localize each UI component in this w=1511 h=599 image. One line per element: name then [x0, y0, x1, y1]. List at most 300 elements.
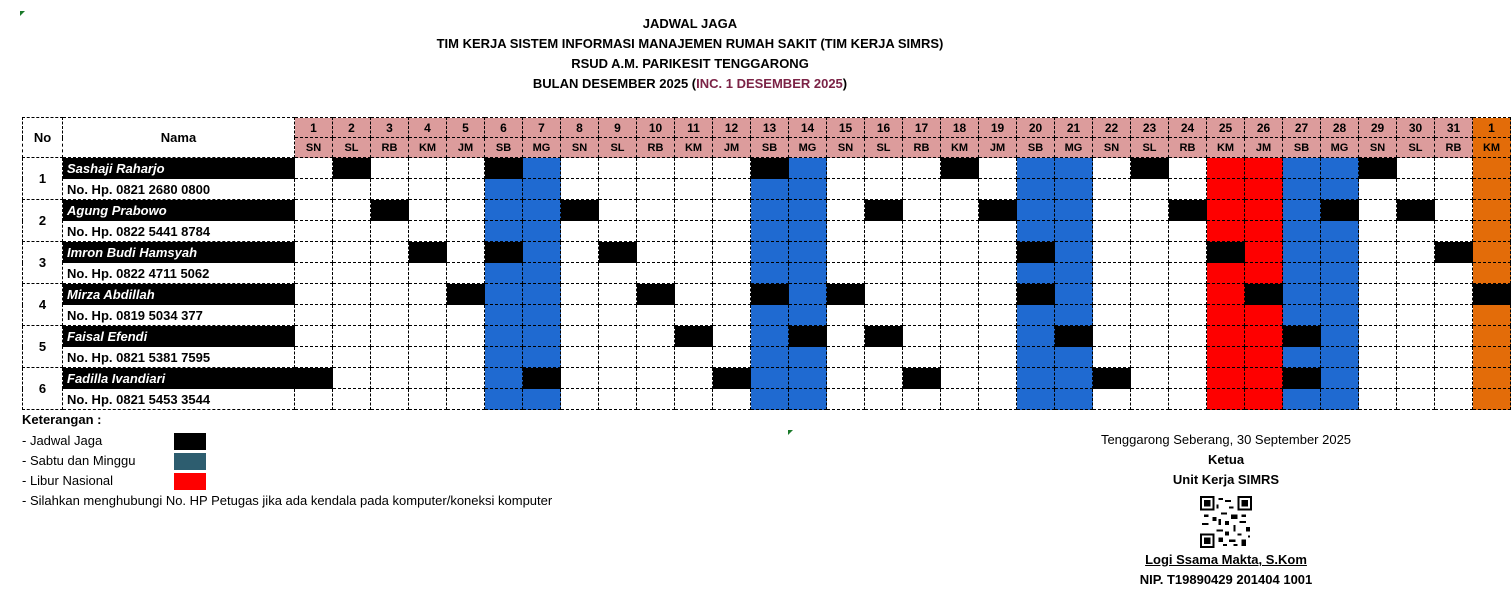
schedule-cell[interactable]	[333, 305, 371, 326]
schedule-cell[interactable]	[1245, 305, 1283, 326]
schedule-cell[interactable]	[865, 158, 903, 179]
schedule-cell[interactable]	[941, 305, 979, 326]
schedule-cell[interactable]	[941, 221, 979, 242]
schedule-cell[interactable]	[1055, 179, 1093, 200]
schedule-cell[interactable]	[523, 368, 561, 389]
schedule-cell[interactable]	[941, 263, 979, 284]
schedule-cell[interactable]	[675, 305, 713, 326]
schedule-cell[interactable]	[1093, 347, 1131, 368]
schedule-cell[interactable]	[1473, 221, 1511, 242]
schedule-cell[interactable]	[713, 389, 751, 410]
schedule-cell[interactable]	[713, 347, 751, 368]
schedule-cell[interactable]	[1321, 368, 1359, 389]
schedule-cell[interactable]	[599, 179, 637, 200]
schedule-cell[interactable]	[675, 179, 713, 200]
schedule-cell[interactable]	[1169, 284, 1207, 305]
schedule-cell[interactable]	[523, 242, 561, 263]
schedule-cell[interactable]	[561, 158, 599, 179]
schedule-cell[interactable]	[371, 242, 409, 263]
schedule-cell[interactable]	[1473, 158, 1511, 179]
schedule-cell[interactable]	[1169, 158, 1207, 179]
schedule-cell[interactable]	[1397, 305, 1435, 326]
schedule-cell[interactable]	[1359, 305, 1397, 326]
schedule-cell[interactable]	[1169, 368, 1207, 389]
schedule-cell[interactable]	[1245, 326, 1283, 347]
schedule-cell[interactable]	[979, 158, 1017, 179]
schedule-cell[interactable]	[827, 200, 865, 221]
schedule-cell[interactable]	[751, 389, 789, 410]
schedule-cell[interactable]	[827, 326, 865, 347]
schedule-cell[interactable]	[1055, 389, 1093, 410]
schedule-cell[interactable]	[789, 221, 827, 242]
schedule-cell[interactable]	[1207, 242, 1245, 263]
schedule-cell[interactable]	[1207, 347, 1245, 368]
schedule-cell[interactable]	[447, 242, 485, 263]
schedule-cell[interactable]	[485, 158, 523, 179]
schedule-cell[interactable]	[751, 221, 789, 242]
schedule-cell[interactable]	[1055, 263, 1093, 284]
schedule-cell[interactable]	[1397, 179, 1435, 200]
schedule-cell[interactable]	[751, 326, 789, 347]
schedule-cell[interactable]	[561, 242, 599, 263]
schedule-cell[interactable]	[333, 389, 371, 410]
schedule-cell[interactable]	[789, 284, 827, 305]
schedule-cell[interactable]	[675, 221, 713, 242]
schedule-cell[interactable]	[295, 326, 333, 347]
schedule-cell[interactable]	[1017, 179, 1055, 200]
schedule-cell[interactable]	[1017, 200, 1055, 221]
schedule-cell[interactable]	[1435, 158, 1473, 179]
schedule-cell[interactable]	[371, 305, 409, 326]
schedule-cell[interactable]	[1359, 368, 1397, 389]
schedule-cell[interactable]	[599, 389, 637, 410]
schedule-cell[interactable]	[1055, 368, 1093, 389]
schedule-cell[interactable]	[941, 347, 979, 368]
schedule-cell[interactable]	[447, 263, 485, 284]
schedule-cell[interactable]	[409, 221, 447, 242]
schedule-cell[interactable]	[1131, 326, 1169, 347]
schedule-cell[interactable]	[1321, 326, 1359, 347]
schedule-cell[interactable]	[1169, 242, 1207, 263]
schedule-cell[interactable]	[599, 326, 637, 347]
schedule-cell[interactable]	[1435, 200, 1473, 221]
schedule-cell[interactable]	[1321, 263, 1359, 284]
schedule-cell[interactable]	[333, 326, 371, 347]
schedule-cell[interactable]	[1131, 284, 1169, 305]
schedule-cell[interactable]	[485, 263, 523, 284]
schedule-cell[interactable]	[1207, 305, 1245, 326]
schedule-cell[interactable]	[599, 305, 637, 326]
schedule-cell[interactable]	[1245, 242, 1283, 263]
schedule-cell[interactable]	[1017, 263, 1055, 284]
schedule-cell[interactable]	[1207, 326, 1245, 347]
schedule-cell[interactable]	[1359, 389, 1397, 410]
schedule-cell[interactable]	[561, 221, 599, 242]
schedule-cell[interactable]	[1017, 326, 1055, 347]
schedule-cell[interactable]	[1093, 389, 1131, 410]
schedule-cell[interactable]	[1321, 389, 1359, 410]
schedule-cell[interactable]	[903, 263, 941, 284]
schedule-cell[interactable]	[1093, 242, 1131, 263]
schedule-cell[interactable]	[1359, 158, 1397, 179]
schedule-cell[interactable]	[1207, 200, 1245, 221]
schedule-cell[interactable]	[599, 263, 637, 284]
schedule-cell[interactable]	[1473, 368, 1511, 389]
schedule-cell[interactable]	[333, 347, 371, 368]
schedule-cell[interactable]	[1283, 242, 1321, 263]
schedule-cell[interactable]	[1283, 284, 1321, 305]
schedule-cell[interactable]	[941, 326, 979, 347]
schedule-cell[interactable]	[409, 200, 447, 221]
schedule-cell[interactable]	[599, 368, 637, 389]
schedule-cell[interactable]	[1169, 200, 1207, 221]
schedule-cell[interactable]	[1207, 284, 1245, 305]
schedule-cell[interactable]	[1283, 200, 1321, 221]
schedule-cell[interactable]	[979, 242, 1017, 263]
schedule-cell[interactable]	[447, 221, 485, 242]
schedule-cell[interactable]	[295, 158, 333, 179]
schedule-cell[interactable]	[1017, 368, 1055, 389]
schedule-cell[interactable]	[713, 284, 751, 305]
schedule-cell[interactable]	[827, 368, 865, 389]
schedule-cell[interactable]	[903, 200, 941, 221]
schedule-cell[interactable]	[1435, 347, 1473, 368]
schedule-cell[interactable]	[1473, 347, 1511, 368]
schedule-cell[interactable]	[1093, 326, 1131, 347]
schedule-cell[interactable]	[447, 200, 485, 221]
schedule-cell[interactable]	[485, 305, 523, 326]
schedule-cell[interactable]	[1321, 284, 1359, 305]
schedule-cell[interactable]	[447, 326, 485, 347]
schedule-cell[interactable]	[1473, 326, 1511, 347]
schedule-cell[interactable]	[941, 158, 979, 179]
schedule-cell[interactable]	[865, 368, 903, 389]
schedule-cell[interactable]	[561, 179, 599, 200]
schedule-cell[interactable]	[599, 347, 637, 368]
schedule-cell[interactable]	[1397, 158, 1435, 179]
schedule-cell[interactable]	[1435, 179, 1473, 200]
schedule-cell[interactable]	[903, 305, 941, 326]
schedule-cell[interactable]	[979, 326, 1017, 347]
schedule-cell[interactable]	[447, 158, 485, 179]
schedule-cell[interactable]	[409, 305, 447, 326]
schedule-cell[interactable]	[713, 221, 751, 242]
schedule-cell[interactable]	[1397, 347, 1435, 368]
schedule-cell[interactable]	[1435, 284, 1473, 305]
schedule-cell[interactable]	[1093, 305, 1131, 326]
schedule-cell[interactable]	[1435, 263, 1473, 284]
schedule-cell[interactable]	[1359, 263, 1397, 284]
schedule-cell[interactable]	[371, 284, 409, 305]
schedule-cell[interactable]	[1207, 368, 1245, 389]
schedule-cell[interactable]	[979, 368, 1017, 389]
schedule-cell[interactable]	[1283, 347, 1321, 368]
schedule-cell[interactable]	[447, 347, 485, 368]
schedule-cell[interactable]	[1283, 263, 1321, 284]
schedule-cell[interactable]	[371, 347, 409, 368]
schedule-cell[interactable]	[941, 200, 979, 221]
schedule-cell[interactable]	[637, 389, 675, 410]
schedule-cell[interactable]	[789, 200, 827, 221]
schedule-cell[interactable]	[827, 347, 865, 368]
schedule-cell[interactable]	[485, 200, 523, 221]
schedule-cell[interactable]	[1093, 200, 1131, 221]
schedule-cell[interactable]	[713, 179, 751, 200]
schedule-cell[interactable]	[637, 158, 675, 179]
schedule-cell[interactable]	[751, 263, 789, 284]
schedule-cell[interactable]	[1131, 347, 1169, 368]
schedule-cell[interactable]	[409, 347, 447, 368]
schedule-cell[interactable]	[1055, 326, 1093, 347]
schedule-cell[interactable]	[1207, 263, 1245, 284]
schedule-cell[interactable]	[1131, 368, 1169, 389]
schedule-cell[interactable]	[333, 221, 371, 242]
schedule-cell[interactable]	[675, 347, 713, 368]
schedule-cell[interactable]	[523, 179, 561, 200]
schedule-cell[interactable]	[1207, 158, 1245, 179]
schedule-cell[interactable]	[599, 242, 637, 263]
schedule-cell[interactable]	[865, 200, 903, 221]
schedule-cell[interactable]	[1397, 326, 1435, 347]
schedule-cell[interactable]	[485, 368, 523, 389]
schedule-cell[interactable]	[1207, 389, 1245, 410]
schedule-cell[interactable]	[827, 284, 865, 305]
schedule-cell[interactable]	[1283, 305, 1321, 326]
schedule-cell[interactable]	[1321, 200, 1359, 221]
schedule-cell[interactable]	[1283, 179, 1321, 200]
schedule-cell[interactable]	[675, 368, 713, 389]
schedule-cell[interactable]	[865, 263, 903, 284]
schedule-cell[interactable]	[1397, 200, 1435, 221]
schedule-cell[interactable]	[561, 284, 599, 305]
schedule-cell[interactable]	[333, 158, 371, 179]
schedule-cell[interactable]	[637, 179, 675, 200]
schedule-cell[interactable]	[941, 179, 979, 200]
schedule-cell[interactable]	[1093, 221, 1131, 242]
schedule-cell[interactable]	[295, 263, 333, 284]
schedule-cell[interactable]	[523, 347, 561, 368]
schedule-cell[interactable]	[523, 200, 561, 221]
schedule-cell[interactable]	[1169, 347, 1207, 368]
schedule-cell[interactable]	[637, 368, 675, 389]
schedule-cell[interactable]	[1321, 179, 1359, 200]
schedule-cell[interactable]	[447, 368, 485, 389]
schedule-cell[interactable]	[1473, 389, 1511, 410]
schedule-cell[interactable]	[751, 368, 789, 389]
schedule-cell[interactable]	[1321, 221, 1359, 242]
schedule-cell[interactable]	[637, 284, 675, 305]
schedule-cell[interactable]	[333, 200, 371, 221]
schedule-cell[interactable]	[295, 200, 333, 221]
schedule-cell[interactable]	[523, 305, 561, 326]
schedule-cell[interactable]	[561, 389, 599, 410]
schedule-cell[interactable]	[409, 263, 447, 284]
schedule-cell[interactable]	[1055, 221, 1093, 242]
schedule-cell[interactable]	[599, 200, 637, 221]
schedule-cell[interactable]	[1131, 242, 1169, 263]
schedule-cell[interactable]	[751, 305, 789, 326]
schedule-cell[interactable]	[561, 200, 599, 221]
schedule-cell[interactable]	[1207, 221, 1245, 242]
schedule-cell[interactable]	[599, 284, 637, 305]
schedule-cell[interactable]	[637, 263, 675, 284]
schedule-cell[interactable]	[903, 242, 941, 263]
schedule-cell[interactable]	[1359, 284, 1397, 305]
schedule-cell[interactable]	[865, 347, 903, 368]
schedule-cell[interactable]	[1321, 242, 1359, 263]
schedule-cell[interactable]	[865, 389, 903, 410]
schedule-cell[interactable]	[1245, 200, 1283, 221]
schedule-cell[interactable]	[371, 368, 409, 389]
schedule-cell[interactable]	[295, 347, 333, 368]
schedule-cell[interactable]	[333, 179, 371, 200]
schedule-cell[interactable]	[979, 263, 1017, 284]
schedule-cell[interactable]	[1169, 179, 1207, 200]
schedule-cell[interactable]	[371, 389, 409, 410]
schedule-cell[interactable]	[1131, 263, 1169, 284]
schedule-cell[interactable]	[675, 284, 713, 305]
schedule-cell[interactable]	[675, 263, 713, 284]
schedule-cell[interactable]	[675, 326, 713, 347]
schedule-cell[interactable]	[1283, 326, 1321, 347]
schedule-cell[interactable]	[1435, 221, 1473, 242]
schedule-cell[interactable]	[1473, 179, 1511, 200]
schedule-cell[interactable]	[789, 158, 827, 179]
schedule-cell[interactable]	[713, 326, 751, 347]
schedule-cell[interactable]	[295, 305, 333, 326]
schedule-cell[interactable]	[903, 389, 941, 410]
schedule-cell[interactable]	[713, 242, 751, 263]
schedule-cell[interactable]	[827, 263, 865, 284]
schedule-cell[interactable]	[865, 221, 903, 242]
schedule-cell[interactable]	[1093, 368, 1131, 389]
schedule-cell[interactable]	[827, 389, 865, 410]
schedule-cell[interactable]	[827, 305, 865, 326]
schedule-cell[interactable]	[713, 368, 751, 389]
schedule-cell[interactable]	[1283, 368, 1321, 389]
schedule-cell[interactable]	[751, 242, 789, 263]
schedule-cell[interactable]	[447, 179, 485, 200]
schedule-cell[interactable]	[1435, 326, 1473, 347]
schedule-cell[interactable]	[1359, 347, 1397, 368]
schedule-cell[interactable]	[979, 389, 1017, 410]
schedule-cell[interactable]	[1131, 389, 1169, 410]
schedule-cell[interactable]	[485, 347, 523, 368]
schedule-cell[interactable]	[903, 158, 941, 179]
schedule-cell[interactable]	[751, 200, 789, 221]
schedule-cell[interactable]	[865, 284, 903, 305]
schedule-cell[interactable]	[523, 389, 561, 410]
schedule-cell[interactable]	[1055, 200, 1093, 221]
schedule-cell[interactable]	[713, 305, 751, 326]
schedule-cell[interactable]	[1093, 263, 1131, 284]
schedule-cell[interactable]	[1473, 242, 1511, 263]
schedule-cell[interactable]	[295, 221, 333, 242]
schedule-cell[interactable]	[1283, 158, 1321, 179]
schedule-cell[interactable]	[1017, 305, 1055, 326]
schedule-cell[interactable]	[1169, 305, 1207, 326]
schedule-cell[interactable]	[1169, 221, 1207, 242]
schedule-cell[interactable]	[941, 389, 979, 410]
schedule-cell[interactable]	[865, 326, 903, 347]
schedule-cell[interactable]	[1359, 326, 1397, 347]
schedule-cell[interactable]	[1245, 221, 1283, 242]
schedule-cell[interactable]	[789, 347, 827, 368]
schedule-cell[interactable]	[1359, 200, 1397, 221]
schedule-cell[interactable]	[1473, 305, 1511, 326]
schedule-cell[interactable]	[979, 347, 1017, 368]
schedule-cell[interactable]	[409, 179, 447, 200]
schedule-cell[interactable]	[1283, 221, 1321, 242]
schedule-cell[interactable]	[751, 158, 789, 179]
schedule-cell[interactable]	[865, 305, 903, 326]
schedule-cell[interactable]	[713, 158, 751, 179]
schedule-cell[interactable]	[941, 368, 979, 389]
schedule-cell[interactable]	[447, 389, 485, 410]
schedule-cell[interactable]	[371, 221, 409, 242]
schedule-cell[interactable]	[1245, 263, 1283, 284]
schedule-cell[interactable]	[789, 305, 827, 326]
schedule-cell[interactable]	[561, 326, 599, 347]
schedule-cell[interactable]	[409, 284, 447, 305]
schedule-cell[interactable]	[523, 263, 561, 284]
schedule-cell[interactable]	[675, 389, 713, 410]
schedule-cell[interactable]	[485, 179, 523, 200]
schedule-cell[interactable]	[1017, 242, 1055, 263]
schedule-cell[interactable]	[561, 368, 599, 389]
schedule-cell[interactable]	[561, 305, 599, 326]
schedule-cell[interactable]	[1017, 347, 1055, 368]
schedule-cell[interactable]	[1093, 284, 1131, 305]
schedule-cell[interactable]	[1321, 158, 1359, 179]
schedule-cell[interactable]	[295, 284, 333, 305]
schedule-cell[interactable]	[827, 221, 865, 242]
schedule-cell[interactable]	[485, 284, 523, 305]
schedule-cell[interactable]	[751, 347, 789, 368]
schedule-cell[interactable]	[371, 326, 409, 347]
schedule-cell[interactable]	[1055, 305, 1093, 326]
schedule-cell[interactable]	[1397, 263, 1435, 284]
schedule-cell[interactable]	[789, 242, 827, 263]
schedule-cell[interactable]	[675, 242, 713, 263]
schedule-cell[interactable]	[371, 200, 409, 221]
schedule-cell[interactable]	[409, 242, 447, 263]
schedule-cell[interactable]	[1359, 179, 1397, 200]
schedule-cell[interactable]	[561, 347, 599, 368]
schedule-cell[interactable]	[1131, 200, 1169, 221]
schedule-cell[interactable]	[1473, 263, 1511, 284]
schedule-cell[interactable]	[447, 305, 485, 326]
schedule-cell[interactable]	[523, 326, 561, 347]
schedule-cell[interactable]	[903, 179, 941, 200]
schedule-cell[interactable]	[1017, 158, 1055, 179]
schedule-cell[interactable]	[295, 389, 333, 410]
schedule-cell[interactable]	[1321, 305, 1359, 326]
schedule-cell[interactable]	[1397, 389, 1435, 410]
schedule-cell[interactable]	[1435, 242, 1473, 263]
schedule-cell[interactable]	[1131, 221, 1169, 242]
schedule-cell[interactable]	[1017, 284, 1055, 305]
schedule-cell[interactable]	[409, 389, 447, 410]
schedule-cell[interactable]	[827, 158, 865, 179]
schedule-cell[interactable]	[979, 200, 1017, 221]
schedule-cell[interactable]	[1321, 347, 1359, 368]
schedule-cell[interactable]	[1359, 221, 1397, 242]
schedule-cell[interactable]	[1473, 200, 1511, 221]
schedule-cell[interactable]	[1055, 242, 1093, 263]
schedule-cell[interactable]	[713, 263, 751, 284]
schedule-cell[interactable]	[941, 284, 979, 305]
